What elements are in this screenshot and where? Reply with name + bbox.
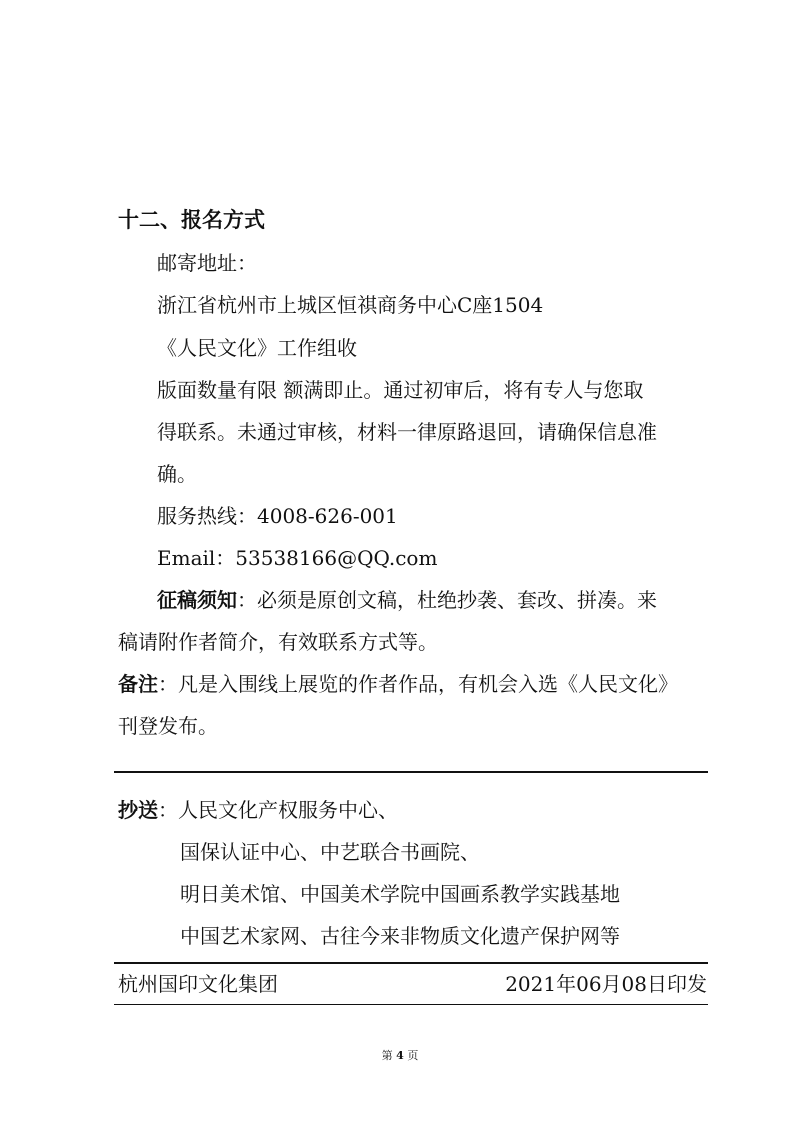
section-heading: 十二、报名方式 [118, 208, 265, 232]
divider-bottom [114, 1004, 708, 1005]
mail-address: 浙江省杭州市上城区恒祺商务中心C座1504 [157, 293, 544, 317]
submission-notice-label: 征稿须知 [157, 588, 237, 612]
notice-text-line-2: 得联系。未通过审核，材料一律原路退回，请确保信息准 [157, 420, 657, 444]
page-number-suffix: 页 [407, 1049, 419, 1062]
cc-label: 抄送 [118, 798, 158, 822]
cc-line-4: 中国艺术家网、古往今来非物质文化遗产保护网等 [180, 924, 620, 948]
cc-line-2: 国保认证中心、中艺联合书画院、 [180, 840, 480, 864]
cc-first: ：人民文化产权服务中心、 [158, 798, 398, 822]
page-number-prefix: 第 [381, 1049, 393, 1062]
notice-text-line-3: 确。 [157, 462, 197, 486]
remark-label: 备注 [118, 672, 158, 696]
hotline: 服务热线：4008-626-001 [157, 504, 398, 528]
email: Email：53538166@QQ.com [157, 546, 438, 570]
submission-notice-line-2: 稿请附作者简介，有效联系方式等。 [118, 630, 438, 654]
page-number-value: 4 [396, 1049, 404, 1062]
remark-line-1 [118, 671, 678, 697]
remark-text: ：凡是入围线上展览的作者作品，有机会入选《人民文化》 [158, 672, 678, 696]
issue-date: 2021年06月08日印发 [505, 972, 707, 996]
page-number [0, 1047, 800, 1063]
cc-line-1 [118, 797, 398, 823]
mail-address-label: 邮寄地址： [157, 251, 257, 275]
cc-line-3: 明日美术馆、中国美术学院中国画系教学实践基地 [180, 882, 620, 906]
issuer: 杭州国印文化集团 [118, 972, 278, 996]
recipient: 《人民文化》工作组收 [157, 336, 357, 360]
notice-text-line-1: 版面数量有限 额满即止。通过初审后，将有专人与您取 [157, 378, 644, 402]
divider-middle [114, 962, 708, 964]
divider-top [114, 771, 708, 773]
submission-notice-text: ：必须是原创文稿，杜绝抄袭、套改、拼凑。来 [237, 588, 657, 612]
submission-notice-line-1 [157, 587, 657, 613]
remark-line-2: 刊登发布。 [118, 714, 218, 738]
